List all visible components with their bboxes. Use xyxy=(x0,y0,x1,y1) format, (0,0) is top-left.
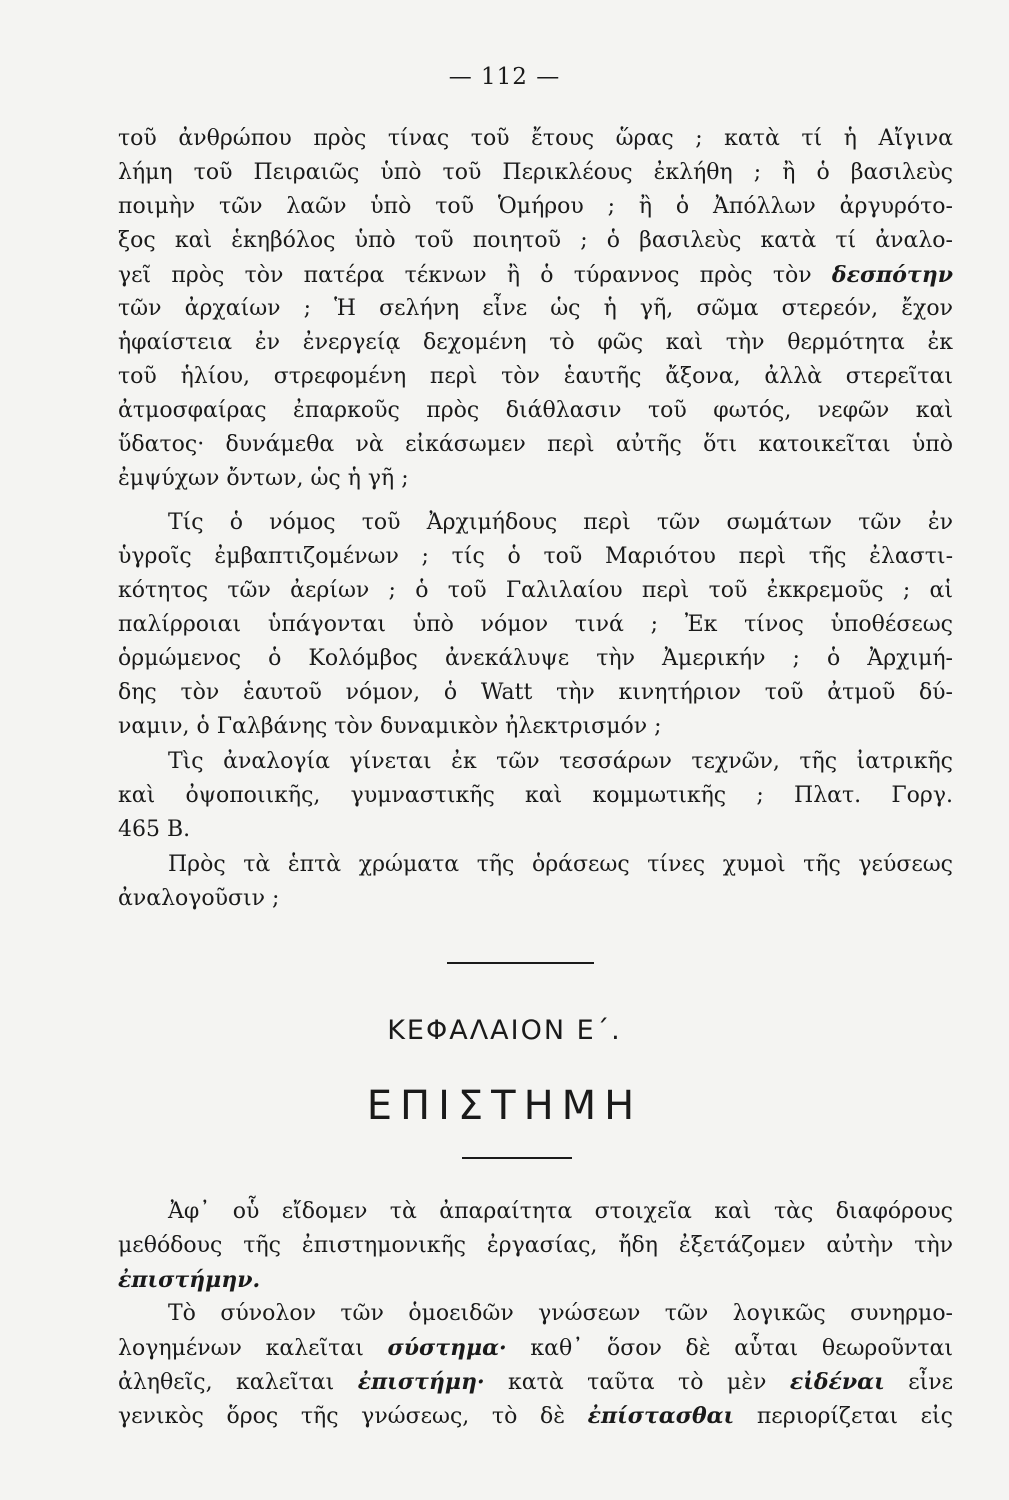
emphasis-word: ἐπιστήμην. xyxy=(118,1267,261,1293)
text-line: ἡφαίστεια ἐν ἐνεργείᾳ δεχομένη τὸ φῶς καὶ τὴν θερμότητα ἐκ xyxy=(118,330,953,355)
text-line: μεθόδους τῆς ἐπιστημονικῆς ἐργασίας, ἤδη ἐξετάζομεν αὐτὴν τὴν xyxy=(118,1233,953,1258)
text-span: κατὰ ταῦτα τὸ μὲν xyxy=(484,1370,790,1395)
text-line: ὁρμώμενος ὁ Κολόμβος ἀνεκάλυψε τὴν Ἀμερικήν ; ὁ Ἀρχιμή- xyxy=(118,646,953,671)
text-line: λήμη τοῦ Πειραιῶς ὑπὸ τοῦ Περικλέους ἐκλήθη ; ἢ ὁ βασιλεὺς xyxy=(118,160,953,185)
text-line xyxy=(118,1263,953,1297)
text-line: τοῦ ἀνθρώπου πρὸς τίνας τοῦ ἔτους ὥρας ; κατὰ τί ἡ Αἴγινα xyxy=(118,126,953,151)
text-line xyxy=(118,1365,953,1399)
title-underline xyxy=(462,1157,572,1159)
text-line xyxy=(118,258,953,292)
paragraph-5 xyxy=(118,1195,953,1297)
emphasis-word: εἰδέναι xyxy=(789,1369,885,1395)
text-line: τοῦ ἡλίου, στρεφομένη περὶ τὸν ἑαυτῆς ἄξονα, ἀλλὰ στερεῖται xyxy=(118,364,953,389)
paragraph-3 xyxy=(118,745,953,847)
text-line xyxy=(118,1331,953,1365)
text-line: Ἀφ᾿ οὗ εἴδομεν τὰ ἀπαραίτητα στοιχεῖα καὶ τὰς διαφόρους xyxy=(168,1199,953,1224)
paragraph-4 xyxy=(118,848,953,916)
paragraph-6 xyxy=(118,1297,953,1433)
emphasis-word: σύστημα· xyxy=(387,1335,507,1361)
paragraph-1 xyxy=(118,122,953,496)
text-line: ἀναλογοῦσιν ; xyxy=(118,886,280,911)
text-line: ὕδατος· δυνάμεθα νὰ εἰκάσωμεν περὶ αὐτῆς ὅτι κατοικεῖται ὑπὸ xyxy=(118,432,953,457)
paragraph-2 xyxy=(118,506,953,744)
text-line: ξος καὶ ἑκηβόλος ὑπὸ τοῦ ποιητοῦ ; ὁ βασιλεὺς κατὰ τί ἀναλο- xyxy=(118,228,953,253)
text-line: ποιμὴν τῶν λαῶν ὑπὸ τοῦ Ὁμήρου ; ἢ ὁ Ἀπόλλων ἀργυρότο- xyxy=(118,194,953,219)
text-span: περιορίζεται εἰς xyxy=(734,1404,953,1429)
text-line: παλίρροιαι ὑπάγονται ὑπὸ νόμον τινά ; Ἐκ τίνος ὑποθέσεως xyxy=(118,612,953,637)
chapter-title: ΕΠΙΣΤΗΜΗ xyxy=(366,1083,643,1129)
text-line: ἐμψύχων ὄντων, ὡς ἡ γῆ ; xyxy=(118,466,409,491)
text-line: κότητος τῶν ἀερίων ; ὁ τοῦ Γαλιλαίου περὶ τοῦ ἐκκρεμοῦς ; αἱ xyxy=(118,578,953,603)
text-span: λογημένων καλεῖται xyxy=(118,1336,388,1361)
text-line: Τὶς ἀναλογία γίνεται ἐκ τῶν τεσσάρων τεχνῶν, τῆς ἰατρικῆς xyxy=(168,749,953,774)
text-line: Τὸ σύνολον τῶν ὁμοειδῶν γνώσεων τῶν λογικῶς συνηρμο- xyxy=(168,1301,953,1326)
emphasis-word: ἐπιστήμη· xyxy=(357,1369,485,1395)
text-line: ἀτμοσφαίρας ἐπαρκοῦς πρὸς διάθλασιν τοῦ φωτός, νεφῶν καὶ xyxy=(118,398,953,423)
text-line: ὑγροῖς ἐμβαπτιζομένων ; τίς ὁ τοῦ Μαριότου περὶ τῆς ἐλαστι- xyxy=(118,544,953,569)
text-line: καὶ ὀψοποιικῆς, γυμναστικῆς καὶ κομμωτικῆς ; Πλατ. Γοργ. xyxy=(118,783,953,808)
text-span: γενικὸς ὅρος τῆς γνώσεως, τὸ δὲ xyxy=(118,1404,588,1429)
page-number: — 112 — xyxy=(448,64,561,90)
text-span: γεῖ πρὸς τὸν πατέρα τέκνων ἢ ὁ τύραννος πρὸς τὸν xyxy=(118,263,832,288)
text-line: Τίς ὁ νόμος τοῦ Ἀρχιμήδους περὶ τῶν σωμάτων τῶν ἐν xyxy=(168,510,953,535)
text-line: Πρὸς τὰ ἑπτὰ χρώματα τῆς ὁράσεως τίνες χυμοὶ τῆς γεύσεως xyxy=(168,852,953,877)
emphasis-word: ἐπίστασθαι xyxy=(587,1403,735,1429)
text-line xyxy=(118,1399,953,1433)
text-line: δης τὸν ἑαυτοῦ νόμον, ὁ Watt τὴν κινητήριον τοῦ ἀτμοῦ δύ- xyxy=(118,680,953,705)
text-line: 465 Β. xyxy=(118,817,191,842)
text-span: εἶνε xyxy=(884,1370,953,1395)
text-span: ἀληθεῖς, καλεῖται xyxy=(118,1370,358,1395)
text-span: καθ᾿ ὅσον δὲ αὗται θεωροῦνται xyxy=(506,1336,953,1361)
section-divider xyxy=(447,962,594,964)
chapter-heading: ΚΕΦΑΛΑΙΟΝ Ε΄. xyxy=(387,1015,622,1046)
emphasis-word: δεσπότην xyxy=(831,262,953,288)
text-line: ναμιν, ὁ Γαλβάνης τὸν δυναμικὸν ἠλεκτρισμόν ; xyxy=(118,714,662,739)
text-line: τῶν ἀρχαίων ; Ἡ σελήνη εἶνε ὡς ἡ γῆ, σῶμα στερεόν, ἔχον xyxy=(118,296,953,321)
